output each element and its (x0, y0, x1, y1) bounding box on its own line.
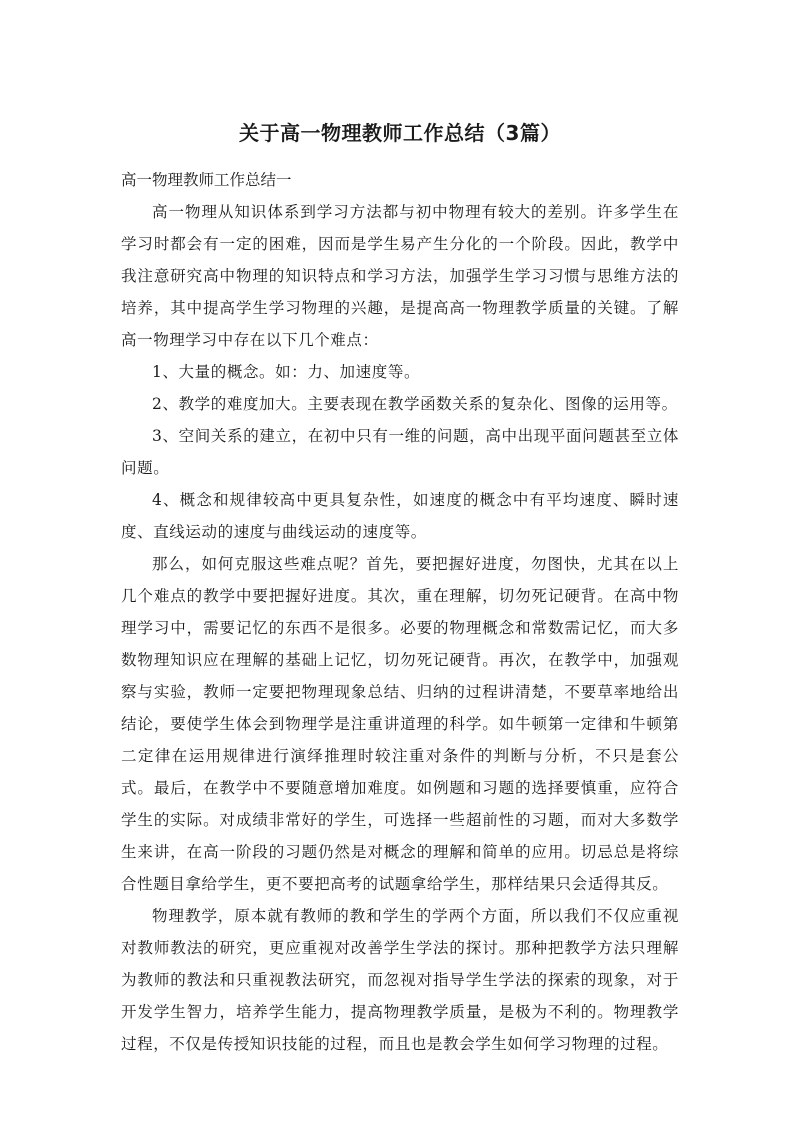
paragraph-difficulty-1: 1、大量的概念。如：力、加速度等。 (152, 363, 421, 381)
document-title: 关于高一物理教师工作总结（3篇） (239, 121, 561, 145)
paragraph-intro: 高一物理从知识体系到学习方法都与初中物理有较大的差别。许多学生在学习时都会有一定的困难，因而是学生易产生分化的一个阶段。因此，教学中我注意研究高中物理的知识特点和学习方法，加强学生学习习惯与思维方法的培养，其中提高学生学习物理的兴趣，是提高高一物理教学质量的关键。了解高一物理学习中存在以下几个难点： (121, 203, 679, 349)
paragraph-difficulty-2: 2、教学的难度加大。主要表现在教学函数关系的复杂化、图像的运用等。 (152, 395, 678, 413)
paragraph-solutions: 那么，如何克服这些难点呢？首先，要把握好进度，勿图快，尤其在以上几个难点的教学中要把握好进度。其次，重在理解，切勿死记硬背。在高中物理学习中，需要记忆的东西不是很多。必要的物理概念和常数需记忆，而大多数物理知识应在理解的基础上记忆，切勿死记硬背。再次，在教学中，加强观察与实验，教师一定要把物理现象总结、归纳的过程讲清楚，不要草率地给出结论，要使学生体会到物理学是注重讲道理的科学。如牛顿第一定律和牛顿第二定律在运用规律进行演绎推理时较注重对条件的判断与分析，不只是套公式。最后，在教学中不要随意增加难度。如例题和习题的选择要慎重，应符合学生的实际。对成绩非常好的学生，可选择一些超前性的习题，而对大多数学生来讲，在高一阶段的习题仍然是对概念的理解和简单的应用。切忌总是将综合性题目拿给学生，更不要把高考的试题拿给学生，那样结果只会适得其反。 (121, 555, 679, 893)
section-heading: 高一物理教师工作总结一 (121, 171, 292, 189)
paragraph-difficulty-4: 4、概念和规律较高中更具复杂性，如速度的概念中有平均速度、瞬时速度、直线运动的速度与曲线运动的速度等。 (121, 491, 679, 541)
paragraph-teaching-methods: 物理教学，原本就有教师的教和学生的学两个方面，所以我们不仅应重视对教师教法的研究，更应重视对改善学生学法的探讨。那种把教学方法只理解为教师的教法和只重视教法研究，而忽视对指导学生学法的探索的现象，对于开发学生智力，培养学生能力，提高物理教学质量，是极为不利的。物理教学过程，不仅是传授知识技能的过程，而且也是教会学生如何学习物理的过程。 (121, 907, 679, 1053)
paragraph-difficulty-3: 3、空间关系的建立，在初中只有一维的问题，高中出现平面问题甚至立体问题。 (121, 427, 679, 477)
